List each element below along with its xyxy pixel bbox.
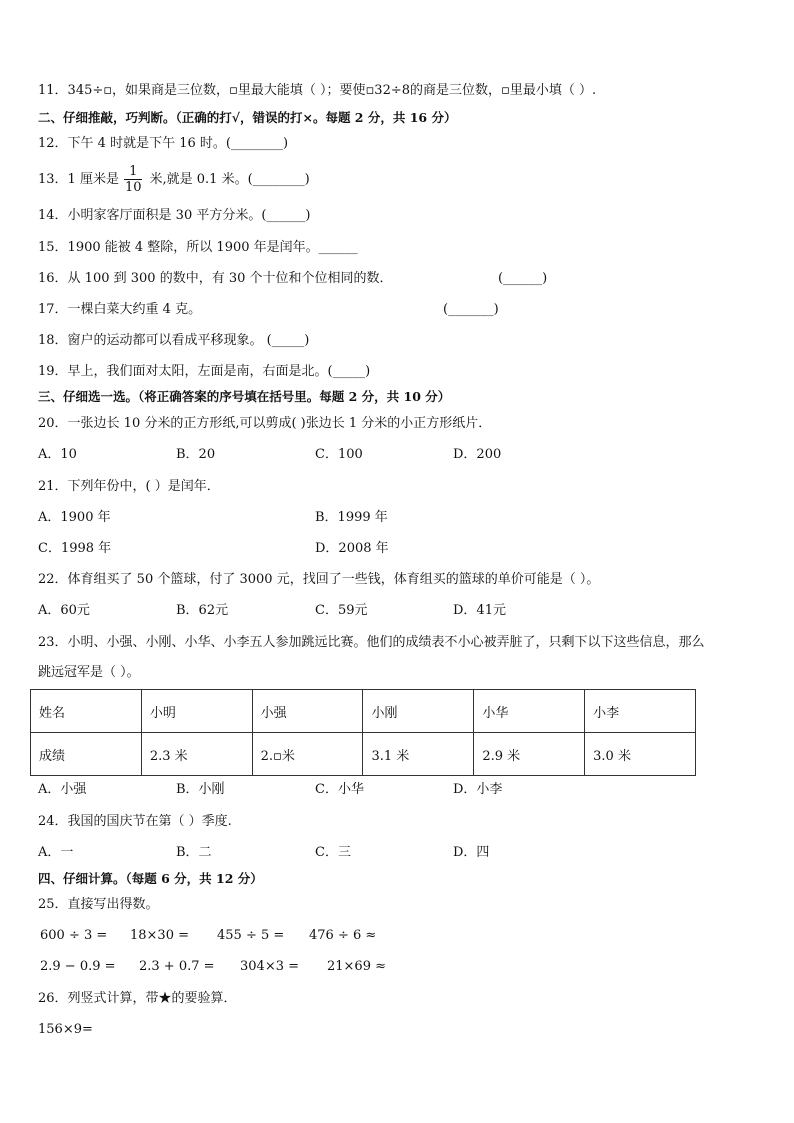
table-cell: 2.9 米 <box>474 733 585 776</box>
score-table <box>30 689 696 776</box>
table-cell: 成绩 <box>31 733 142 776</box>
q21-option-a: A．1900 年 <box>38 510 111 525</box>
question-26: 26．列竖式计算，带★的要验算． <box>38 991 237 1006</box>
q20-option-a: A．10 <box>38 447 77 462</box>
calc-item: 18×30 = <box>130 928 190 943</box>
q22-option-c: C．59元 <box>315 603 368 618</box>
calc-item: 476 ÷ 6 ≈ <box>309 928 377 943</box>
q21-option-d: D．2008 年 <box>315 541 389 556</box>
question-18: 18．窗户的运动都可以看成平移现象。 (_____) <box>38 333 310 348</box>
table-cell: 小李 <box>585 690 696 733</box>
fraction-numerator: 1 <box>129 164 138 179</box>
question-26-expression: 156×9= <box>38 1022 93 1037</box>
question-23-line-1: 23．小明、小强、小刚、小华、小李五人参加跳远比赛。他们的成绩表不小心被弄脏了，只剩下以下这些信息，那么 <box>38 635 705 650</box>
table-cell: 3.1 米 <box>363 733 474 776</box>
q22-option-d: D．41元 <box>453 603 506 618</box>
question-21: 21．下列年份中，( ）是闰年． <box>38 479 220 494</box>
question-11: 11．345÷▫，如果商是三位数，▫里最大能填（ ）；要使▫32÷8的商是三位数，▫里最小填（ ）. <box>38 83 597 98</box>
question-16-blank: (______) <box>498 271 548 286</box>
question-14: 14．小明家客厅面积是 30 平方分米。(______) <box>38 208 311 223</box>
q24-option-c: C．三 <box>315 845 351 860</box>
q21-option-b: B．1999 年 <box>315 510 388 525</box>
question-22: 22．体育组买了 50 个篮球，付了 3000 元，找回了一些钱，体育组买的篮球的单价可能是（ ）。 <box>38 572 600 587</box>
calc-item: 2.3 + 0.7 = <box>139 959 215 974</box>
calc-item: 21×69 ≈ <box>327 959 387 974</box>
table-cell: 小强 <box>252 690 363 733</box>
table-cell: 小明 <box>141 690 252 733</box>
calc-item: 2.9 − 0.9 = <box>40 959 116 974</box>
q21-option-c: C．1998 年 <box>38 541 112 556</box>
fraction-denominator: 10 <box>124 180 142 195</box>
q20-option-d: D．200 <box>453 447 502 462</box>
table-cell: 小华 <box>474 690 585 733</box>
section-2-heading: 二、仔细推敲，巧判断。（正确的打√，错误的打×。每题 2 分，共 16 分） <box>38 110 457 125</box>
question-17-blank: (_______) <box>443 302 499 317</box>
question-23-line-2: 跳远冠军是（ ）。 <box>38 665 140 680</box>
table-cell: 小刚 <box>363 690 474 733</box>
q22-option-a: A．60元 <box>38 603 90 618</box>
section-3-heading: 三、仔细选一选。（将正确答案的序号填在括号里。每题 2 分，共 10 分） <box>38 389 451 404</box>
question-17: 17．一棵白菜大约重 4 克。 <box>38 302 202 317</box>
q20-option-b: B．20 <box>176 447 216 462</box>
fraction <box>123 164 144 195</box>
q20-option-c: C．100 <box>315 447 363 462</box>
question-13-prefix: 13．1 厘米是 <box>38 172 119 187</box>
table-header-row <box>31 690 696 733</box>
question-25: 25．直接写出得数。 <box>38 897 159 912</box>
calc-item: 304×3 = <box>240 959 300 974</box>
q24-option-b: B．二 <box>176 845 212 860</box>
table-cell: 2.▫米 <box>252 733 363 776</box>
section-4-heading: 四、仔细计算。（每题 6 分，共 12 分） <box>38 871 263 886</box>
q22-option-b: B．62元 <box>176 603 229 618</box>
table-row <box>31 733 696 776</box>
question-15: 15．1900 能被 4 整除，所以 1900 年是闰年。______ <box>38 240 358 255</box>
table-cell: 3.0 米 <box>585 733 696 776</box>
calc-item: 600 ÷ 3 = <box>40 928 108 943</box>
question-12: 12．下午 4 时就是下午 16 时。(________) <box>38 136 289 151</box>
question-13-suffix: 米,就是 0.1 米。(________) <box>149 172 310 187</box>
q23-option-c: C．小华 <box>315 782 364 797</box>
q23-option-b: B．小刚 <box>176 782 225 797</box>
q24-option-a: A．一 <box>38 845 74 860</box>
table-cell: 2.3 米 <box>141 733 252 776</box>
question-20: 20．一张边长 10 分米的正方形纸,可以剪成( )张边长 1 分米的小正方形纸片． <box>38 416 492 431</box>
question-13 <box>38 160 310 200</box>
calc-item: 455 ÷ 5 = <box>217 928 285 943</box>
question-19: 19．早上，我们面对太阳，左面是南，右面是北。(_____) <box>38 364 371 379</box>
q24-option-d: D．四 <box>453 845 490 860</box>
q23-option-d: D．小李 <box>453 782 503 797</box>
q23-option-a: A．小强 <box>38 782 87 797</box>
table-cell: 姓名 <box>31 690 142 733</box>
question-24: 24．我国的国庆节在第（ ）季度. <box>38 814 232 829</box>
question-16: 16．从 100 到 300 的数中，有 30 个十位和个位相同的数． <box>38 271 393 286</box>
